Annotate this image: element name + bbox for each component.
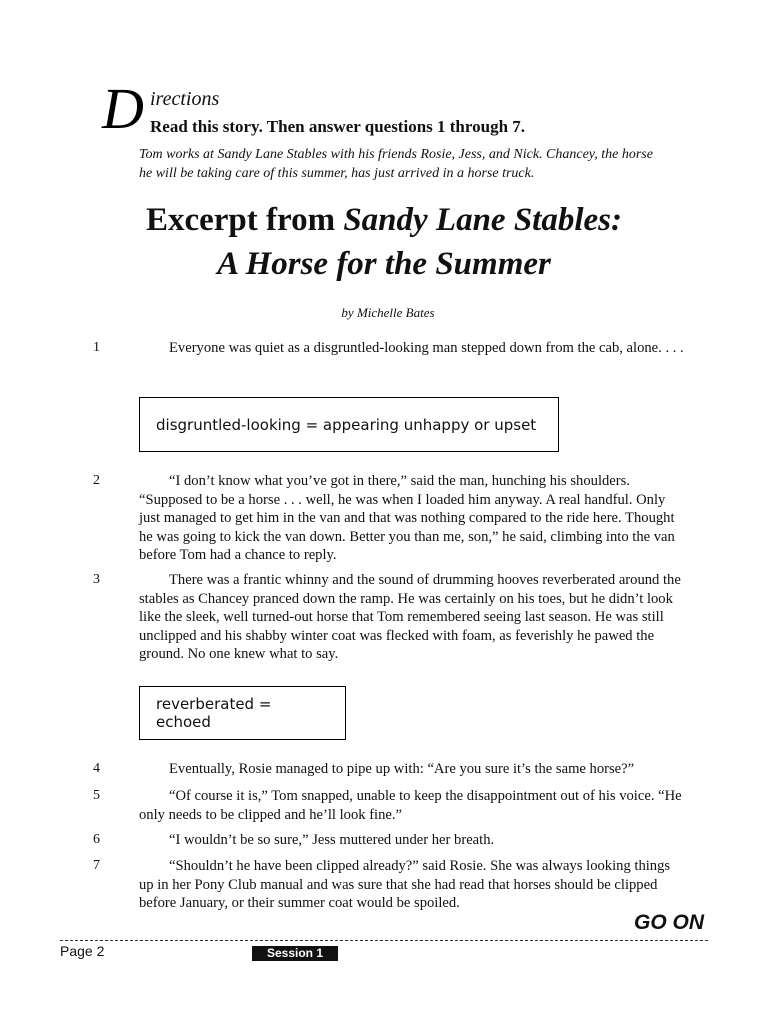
directions-heading: irections bbox=[150, 88, 220, 110]
drop-cap: D bbox=[102, 76, 144, 141]
paragraph-text: “I wouldn’t be so sure,” Jess muttered under her breath. bbox=[169, 832, 495, 848]
footer-divider bbox=[60, 940, 708, 941]
paragraph-text: “Of course it is,” Tom snapped, unable to keep the disappointment out of his voice. “He only needs to be clipped and he’ll look fine.” bbox=[139, 788, 682, 823]
paragraph-7 bbox=[139, 857, 684, 913]
paragraph-number: 3 bbox=[93, 572, 100, 587]
paragraph-text: Everyone was quiet as a disgruntled-looking man stepped down from the cab, alone. . . . bbox=[169, 340, 684, 356]
paragraph-4 bbox=[139, 760, 684, 779]
paragraph-text: There was a frantic whinny and the sound of drumming hooves reverberated around the stables as Chancey pranced down the ramp. He was certainly on his toes, but he didn’t look like the sleek, well turned-out horse that Tom remembered seeing last season. He was still unclipped and his shabby winter coat was flecked with foam, as feverishly he pawed the ground. No one knew what to say. bbox=[139, 572, 681, 663]
title-book-name: Sandy Lane Stables: bbox=[343, 202, 622, 238]
story-intro: Tom works at Sandy Lane Stables with his friends Rosie, Jess, and Nick. Chancey, the horse he will be taking care of this summer, has just arrived in a horse truck. bbox=[139, 147, 653, 181]
vocab-box: disgruntled-looking = appearing unhappy or upset bbox=[139, 397, 559, 452]
paragraph-text: “I don’t know what you’ve got in there,” said the man, hunching his shoulders. “Supposed to be a horse . . . well, he was when I loaded him anyway. A real handful. Only just managed to get him in the van and that was nothing compared to the ride here. Thought he was going to kick the van down. Better you than me, son,” he said, climbing into the van before Tom had a chance to reply. bbox=[139, 473, 675, 564]
paragraph-number: 2 bbox=[93, 473, 100, 488]
paragraph-6 bbox=[139, 831, 684, 850]
page-number: Page 2 bbox=[60, 943, 105, 959]
byline: by Michelle Bates bbox=[341, 305, 435, 320]
title-subtitle: A Horse for the Summer bbox=[217, 246, 551, 282]
paragraph-number: 7 bbox=[93, 858, 100, 873]
go-on-label: GO ON bbox=[634, 911, 705, 934]
paragraph-number: 6 bbox=[93, 832, 100, 847]
paragraph-number: 4 bbox=[93, 761, 100, 776]
session-badge: Session 1 bbox=[252, 946, 338, 961]
story-title bbox=[60, 198, 708, 286]
paragraph-number: 5 bbox=[93, 788, 100, 803]
vocab-box: reverberated = echoed bbox=[139, 686, 346, 740]
paragraph-1 bbox=[139, 339, 684, 358]
directions-instruction: Read this story. Then answer questions 1 through 7. bbox=[150, 117, 526, 136]
paragraph-5 bbox=[139, 787, 684, 824]
paragraph-2 bbox=[139, 472, 684, 565]
paragraph-3 bbox=[139, 571, 684, 664]
title-prefix: Excerpt from bbox=[145, 202, 344, 238]
paragraph-text: “Shouldn’t he have been clipped already?” said Rosie. She was always looking things up in her Pony Club manual and was sure that she had read that horses should be clipped before January, or their summer coat would be spoiled. bbox=[139, 858, 671, 912]
paragraph-text: Eventually, Rosie managed to pipe up with: “Are you sure it’s the same horse?” bbox=[169, 761, 635, 777]
paragraph-number: 1 bbox=[93, 340, 100, 355]
